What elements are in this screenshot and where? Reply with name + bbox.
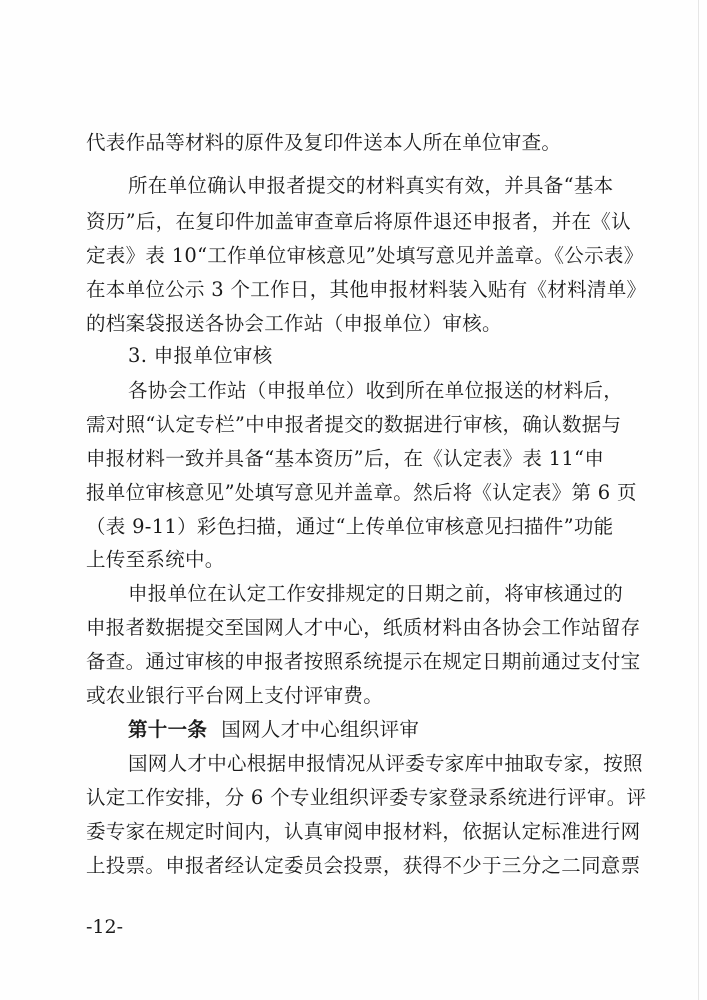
text-line: 上传至系统中。 (86, 548, 225, 571)
text-line: 上投票。申报者经认定委员会投票，获得不少于三分之二同意票 (86, 854, 641, 877)
text-line: （表 9-11）彩色扫描，通过“上传单位审核意见扫描件”功能 (86, 515, 614, 538)
text-line: 申报单位在认定工作安排规定的日期之前，将审核通过的 (128, 582, 624, 605)
text-line: 在本单位公示 3 个工作日，其他申报材料装入贴有《材料清单》 (86, 278, 647, 301)
text-line: 所在单位确认申报者提交的材料真实有效，并具备“基本 (128, 174, 614, 197)
text-line: 报单位审核意见”处填写意见并盖章。然后将《认定表》第 6 页 (86, 481, 637, 504)
text-line: 资历”后，在复印件加盖审查章后将原件退还申报者，并在《认 (86, 210, 631, 233)
text-line: 代表作品等材料的原件及复印件送本人所在单位审查。 (86, 131, 562, 154)
page-edge (698, 0, 699, 1000)
section-heading: 3. 申报单位审核 (128, 344, 273, 367)
text-line: 委专家在规定时间内，认真审阅申报材料，依据认定标准进行网 (86, 820, 641, 843)
article-heading (128, 720, 419, 740)
article-number: 第十一条 (128, 718, 208, 741)
text-line: 认定工作安排，分 6 个专业组织评委专家登录系统进行评审。评 (86, 786, 647, 809)
text-line: 各协会工作站（申报单位）收到所在单位报送的材料后， (128, 379, 624, 402)
text-line: 申报者数据提交至国网人才中心，纸质材料由各协会工作站留存 (86, 616, 641, 639)
page-number: -12- (86, 916, 124, 938)
text-line: 定表》表 10“工作单位审核意见”处填写意见并盖章。《公示表》 (86, 244, 644, 267)
text-line: 的档案袋报送各协会工作站（申报单位）审核。 (86, 312, 502, 335)
text-line: 或农业银行平台网上支付评审费。 (86, 684, 384, 707)
text-line: 备查。通过审核的申报者按照系统提示在规定日期前通过支付宝 (86, 650, 641, 673)
text-line: 需对照“认定专栏”中申报者提交的数据进行审核，确认数据与 (86, 413, 622, 436)
text-line: 申报材料一致并具备“基本资历”后，在《认定表》表 11“申 (86, 447, 605, 470)
article-title: 国网人才中心组织评审 (221, 718, 420, 741)
text-line: 国网人才中心根据申报情况从评委专家库中抽取专家，按照 (128, 752, 643, 775)
